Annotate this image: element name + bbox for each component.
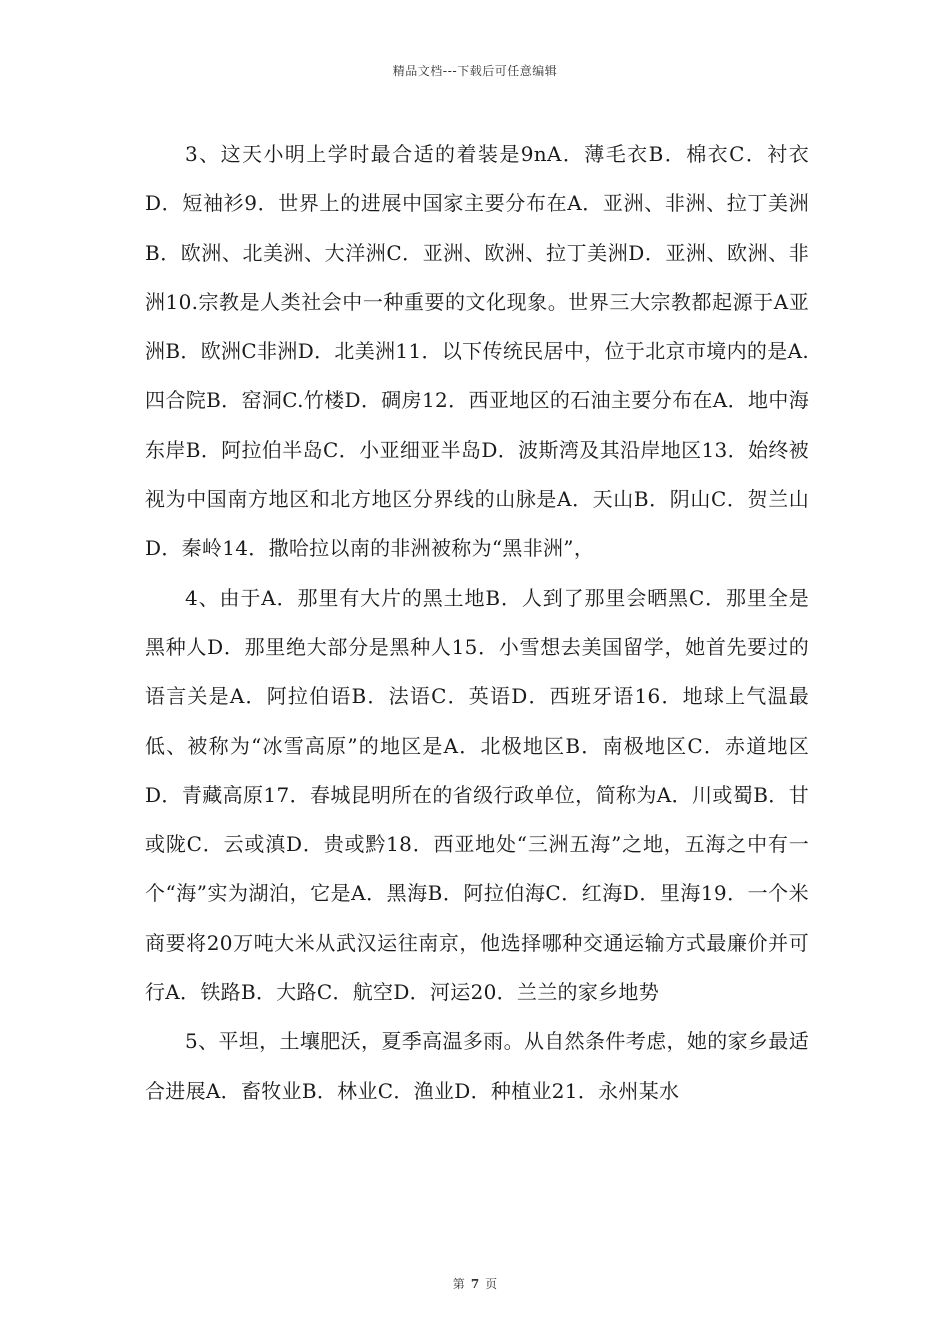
document-body [145,130,809,1116]
page-header: 精品文档---下载后可任意编辑 [392,64,558,78]
page-number: 7 [470,1277,480,1291]
paragraph-3: 3、这天小明上学时最合适的着装是9nA．薄毛衣B．棉衣C．衬衣D．短袖衫9．世界上的进展中国家主要分布在A．亚洲、非洲、拉丁美洲B．欧洲、北美洲、大洋洲C．亚洲、欧洲、拉丁美洲D．亚洲、欧洲、非洲10.宗教是人类社会中一种重要的文化现象。世界三大宗教都起源于A亚洲B．欧洲C非洲D．北美洲11．以下传统民居中，位于北京市境内的是A.四合院B．窑洞C.竹楼D．碉房12．西亚地区的石油主要分布在A．地中海东岸B．阿拉伯半岛C．小亚细亚半岛D．波斯湾及其沿岸地区13．始终被视为中国南方地区和北方地区分界线的山脉是A．天山B．阴山C．贺兰山D．秦岭14．撒哈拉以南的非洲被称为“黑非洲”， [145,142,809,561]
paragraph-5: 5、平坦，土壤肥沃，夏季高温多雨。从自然条件考虑，她的家乡最适合进展A．畜牧业B．林业C．渔业D．种植业21．永州某水 [145,1029,809,1103]
page-label-prefix: 第 [452,1277,465,1291]
page-label-suffix: 页 [485,1277,498,1291]
paragraph-4: 4、由于A．那里有大片的黑土地B．人到了那里会晒黑C．那里全是黑种人D．那里绝大部分是黑种人15．小雪想去美国留学，她首先要过的语言关是A．阿拉伯语B．法语C．英语D．西班牙语16．地球上气温最低、被称为“冰雪高原”的地区是A．北极地区B．南极地区C．赤道地区D．青藏高原17．春城昆明所在的省级行政单位，简称为A．川或蜀B．甘或陇C．云或滇D．贵或黔18．西亚地处“三洲五海”之地，五海之中有一个“海”实为湖泊，它是A．黑海B．阿拉伯海C．红海D．里海19．一个米商要将20万吨大米从武汉运往南京，他选择哪种交通运输方式最廉价并可行A．铁路B．大路C．航空D．河运20．兰兰的家乡地势 [145,585,809,1005]
page-footer [0,1275,950,1292]
